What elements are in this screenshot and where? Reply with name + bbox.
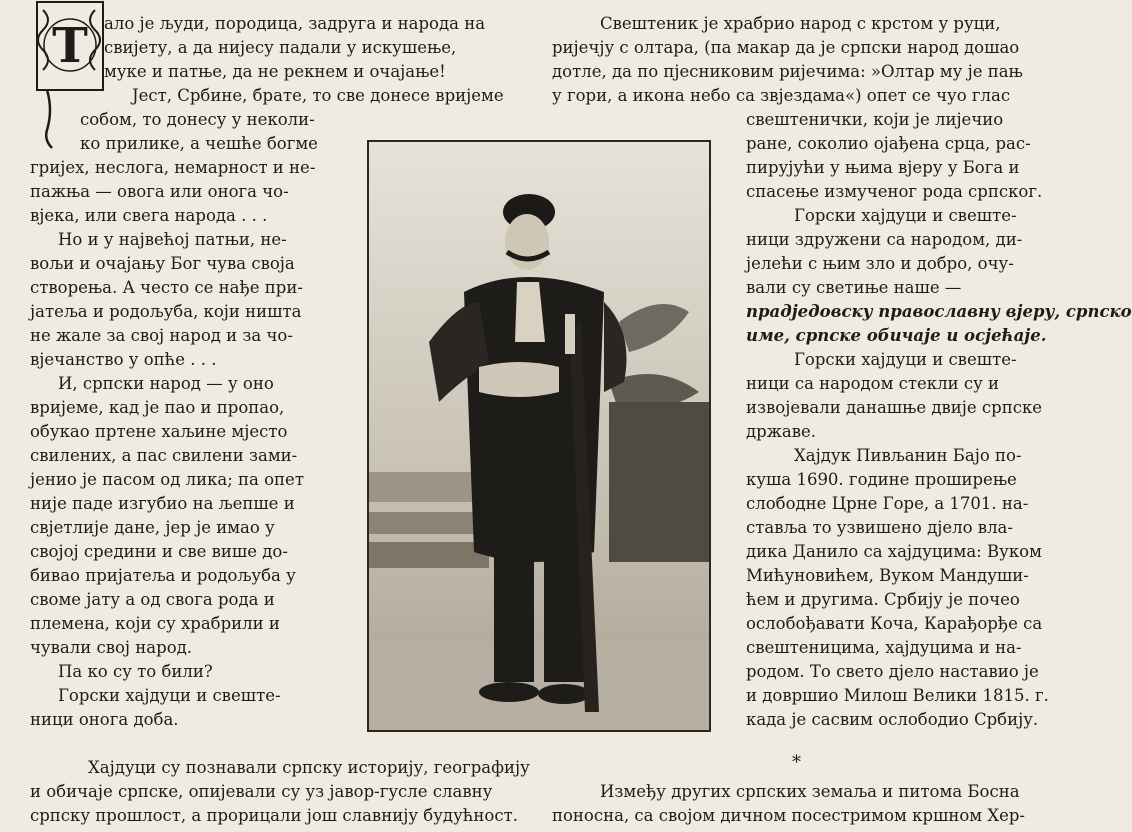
left-line: својој средини и све више до- <box>30 542 288 561</box>
right-line: Горски хајдуци и свеште- <box>794 206 1017 225</box>
left-line: вјечанство у опће . . . <box>30 350 217 369</box>
right-bottom-line-2: поносна, са својом дичном посестримом кршном Хер- <box>552 806 1026 825</box>
left-line: свилених, а пас свилени зами- <box>30 446 298 465</box>
left-line: гријех, неслога, немарност и не- <box>30 158 316 177</box>
section-star: * <box>792 752 801 773</box>
right-line: ници здружени са народом, ди- <box>746 230 1023 249</box>
right-line: ране, соколио ојађена срца, рас- <box>746 134 1031 153</box>
right-line: спасење измученог рода српског. <box>746 182 1043 201</box>
right-bottom-line-1: Између других српских земаља и питома Босна <box>600 782 1020 801</box>
right-line: свештенички, који је лијечио <box>746 110 1004 129</box>
right-line: јелећи с њим зло и добро, очу- <box>746 254 1014 273</box>
left-line: јатеља и родољуба, који ништа <box>30 302 302 321</box>
right-line: државе. <box>746 422 817 441</box>
right-line: дика Данило са хајдуцима: Вуком <box>746 542 1042 561</box>
right-top-line-4: у гори, а икона небо са звјездама«) опет се чуо глас <box>552 86 1011 105</box>
left-line: обукао пртене хаљине мјесто <box>30 422 288 441</box>
left-line: вријеме, кад је пао и пропао, <box>30 398 285 417</box>
right-line: ћем и другима. Србију је почео <box>746 590 1020 609</box>
right-line: свештеницима, хајдуцима и на- <box>746 638 1022 657</box>
right-line: ставља то узвишено дјело вла- <box>746 518 1013 537</box>
left-line: није паде изгубио на љепше и <box>30 494 295 513</box>
right-line: родом. То свето дјело наставио је <box>746 662 1039 681</box>
left-top-line-3: муке и патње, да не рекнем и очајање! <box>104 62 446 81</box>
right-top-line-3: дотле, да по пјесниковим ријечима: »Олтар му је пањ <box>552 62 1023 81</box>
right-top-line-1: Свештеник је храбрио народ с крстом у руци, <box>600 14 1001 33</box>
left-line: племена, који су храбрили и <box>30 614 280 633</box>
right-line: слободне Црне Горе, а 1701. на- <box>746 494 1029 513</box>
left-line: свјетлије дане, јер је имао у <box>30 518 275 537</box>
left-bottom-line-3: српску прошлост, а прорицали још славнију будућност. <box>30 806 518 825</box>
right-line: извојевали данашње двије српске <box>746 398 1043 417</box>
right-line: куша 1690. године проширење <box>746 470 1017 489</box>
right-line: и довршио Милош Велики 1815. г. <box>746 686 1049 705</box>
right-line: Мићуновићем, Вуком Мандуши- <box>746 566 1029 585</box>
right-line: ници са народом стекли су и <box>746 374 1000 393</box>
left-line: јенио је пасом од лика; па опет <box>30 470 304 489</box>
right-line: вали су светиње наше — <box>746 278 962 297</box>
right-line: када је сасвим ослободио Србију. <box>746 710 1039 729</box>
left-top-line-2: свијету, а да нијесу падали у искушење, <box>104 38 457 57</box>
initial-letter: Т <box>52 18 88 74</box>
left-line: ници онога доба. <box>30 710 179 729</box>
left-line: чували свој народ. <box>30 638 193 657</box>
left-line: створења. А често се нађе при- <box>30 278 303 297</box>
left-line: собом, то донесу у неколи- <box>80 110 315 129</box>
left-line: Горски хајдуци и свеште- <box>58 686 281 705</box>
right-line: Хајдук Пивљанин Бајо по- <box>794 446 1022 465</box>
left-line: Но и у највећој патњи, не- <box>58 230 287 249</box>
right-line: Горски хајдуци и свеште- <box>794 350 1017 369</box>
right-line: пирујући у њима вјеру у Бога и <box>746 158 1020 177</box>
left-line: вољи и очајању Бог чува своја <box>30 254 295 273</box>
left-line: вјека, или свега народа . . . <box>30 206 268 225</box>
left-bottom-line-2: и обичаје српске, опијевали су уз јавор-гусле славну <box>30 782 493 801</box>
right-line-italic: име, српске обичаје и осјећаје. <box>746 326 1047 345</box>
left-line: пажња — овога или онога чо- <box>30 182 289 201</box>
decorated-initial <box>35 0 115 92</box>
left-top-line-1: ало је људи, породица, задруга и народа на <box>104 14 486 33</box>
left-line: И, српски народ — у оно <box>58 374 274 393</box>
left-line: ко прилике, а чешће богме <box>80 134 318 153</box>
right-line-italic: прадједовску православну вјеру, српско <box>746 302 1132 321</box>
left-line: своме јату а од свога рода и <box>30 590 275 609</box>
left-bottom-line-1: Хајдуци су познавали српску историју, географију <box>88 758 530 777</box>
left-line: не жале за свој народ и за чо- <box>30 326 293 345</box>
left-line: Па ко су то били? <box>58 662 213 681</box>
portrait-photo <box>367 140 711 732</box>
left-top-line-4: Јест, Србине, брате, то све донесе вријеме <box>132 86 504 105</box>
right-line: ослобођавати Коча, Карађорђе са <box>746 614 1043 633</box>
right-top-line-2: ријечју с олтара, (па макар да је српски народ дошао <box>552 38 1020 57</box>
left-line: бивао пријатеља и родољуба у <box>30 566 296 585</box>
